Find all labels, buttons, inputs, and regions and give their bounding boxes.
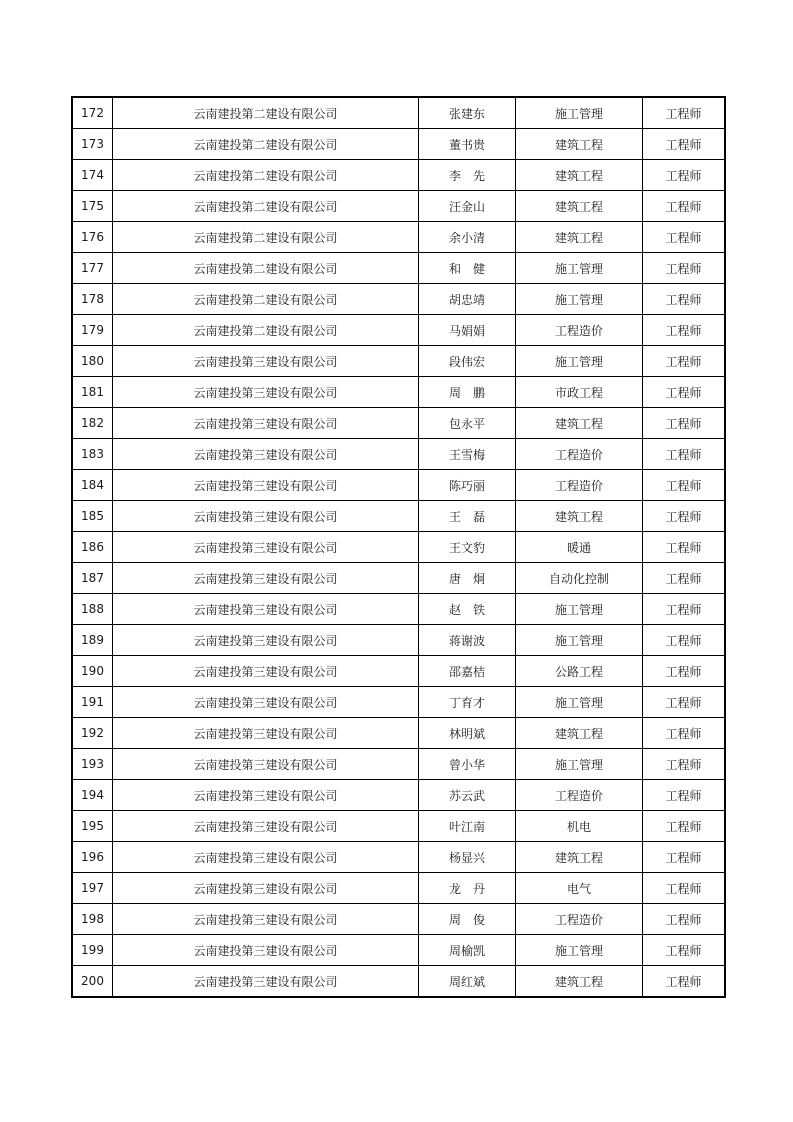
table-row [72,749,725,780]
row-number-cell: 191 [72,687,113,718]
title-cell: 工程师 [643,346,726,377]
table-row [72,935,725,966]
row-number-cell: 195 [72,811,113,842]
name-cell: 丁育才 [419,687,516,718]
name-cell: 赵 铁 [419,594,516,625]
title-cell: 工程师 [643,129,726,160]
engineer-list-table [71,96,726,998]
title-cell: 工程师 [643,501,726,532]
row-number-cell: 193 [72,749,113,780]
company-cell: 云南建投第三建设有限公司 [113,935,419,966]
row-number-cell: 184 [72,470,113,501]
row-number-cell: 182 [72,408,113,439]
table-row [72,811,725,842]
row-number-cell: 185 [72,501,113,532]
title-cell: 工程师 [643,97,726,129]
name-cell: 陈巧丽 [419,470,516,501]
title-cell: 工程师 [643,284,726,315]
title-cell: 工程师 [643,842,726,873]
specialty-cell: 机电 [516,811,643,842]
specialty-cell: 建筑工程 [516,191,643,222]
table-row [72,780,725,811]
specialty-cell: 施工管理 [516,346,643,377]
table-row [72,439,725,470]
table-row [72,315,725,346]
title-cell: 工程师 [643,966,726,998]
name-cell: 李 先 [419,160,516,191]
title-cell: 工程师 [643,687,726,718]
specialty-cell: 工程造价 [516,439,643,470]
company-cell: 云南建投第三建设有限公司 [113,656,419,687]
table-row [72,191,725,222]
company-cell: 云南建投第二建设有限公司 [113,160,419,191]
table-row [72,253,725,284]
row-number-cell: 196 [72,842,113,873]
name-cell: 苏云武 [419,780,516,811]
title-cell: 工程师 [643,811,726,842]
name-cell: 周 俊 [419,904,516,935]
name-cell: 龙 丹 [419,873,516,904]
table-row [72,842,725,873]
row-number-cell: 173 [72,129,113,160]
table-row [72,656,725,687]
title-cell: 工程师 [643,656,726,687]
name-cell: 张建东 [419,97,516,129]
specialty-cell: 暖通 [516,532,643,563]
name-cell: 王文豹 [419,532,516,563]
title-cell: 工程师 [643,222,726,253]
row-number-cell: 189 [72,625,113,656]
table-row [72,532,725,563]
row-number-cell: 172 [72,97,113,129]
name-cell: 曾小华 [419,749,516,780]
row-number-cell: 192 [72,718,113,749]
row-number-cell: 178 [72,284,113,315]
title-cell: 工程师 [643,625,726,656]
specialty-cell: 建筑工程 [516,408,643,439]
title-cell: 工程师 [643,470,726,501]
table-row [72,129,725,160]
table-row [72,625,725,656]
table-row [72,718,725,749]
company-cell: 云南建投第二建设有限公司 [113,284,419,315]
table-row [72,687,725,718]
row-number-cell: 177 [72,253,113,284]
specialty-cell: 市政工程 [516,377,643,408]
row-number-cell: 190 [72,656,113,687]
title-cell: 工程师 [643,935,726,966]
specialty-cell: 施工管理 [516,253,643,284]
specialty-cell: 施工管理 [516,284,643,315]
company-cell: 云南建投第三建设有限公司 [113,873,419,904]
name-cell: 马娟娟 [419,315,516,346]
table-row [72,594,725,625]
title-cell: 工程师 [643,160,726,191]
row-number-cell: 188 [72,594,113,625]
name-cell: 段伟宏 [419,346,516,377]
company-cell: 云南建投第三建设有限公司 [113,501,419,532]
table-row [72,563,725,594]
name-cell: 唐 炯 [419,563,516,594]
specialty-cell: 公路工程 [516,656,643,687]
specialty-cell: 工程造价 [516,904,643,935]
specialty-cell: 工程造价 [516,315,643,346]
company-cell: 云南建投第三建设有限公司 [113,625,419,656]
name-cell: 杨显兴 [419,842,516,873]
row-number-cell: 200 [72,966,113,998]
specialty-cell: 施工管理 [516,935,643,966]
name-cell: 包永平 [419,408,516,439]
company-cell: 云南建投第三建设有限公司 [113,563,419,594]
title-cell: 工程师 [643,191,726,222]
specialty-cell: 施工管理 [516,594,643,625]
row-number-cell: 175 [72,191,113,222]
title-cell: 工程师 [643,253,726,284]
specialty-cell: 施工管理 [516,625,643,656]
specialty-cell: 建筑工程 [516,222,643,253]
name-cell: 胡忠靖 [419,284,516,315]
title-cell: 工程师 [643,532,726,563]
table-row [72,470,725,501]
table-row [72,904,725,935]
name-cell: 周 鹏 [419,377,516,408]
company-cell: 云南建投第三建设有限公司 [113,439,419,470]
company-cell: 云南建投第三建设有限公司 [113,842,419,873]
company-cell: 云南建投第二建设有限公司 [113,129,419,160]
company-cell: 云南建投第三建设有限公司 [113,346,419,377]
company-cell: 云南建投第三建设有限公司 [113,408,419,439]
table-row [72,408,725,439]
title-cell: 工程师 [643,377,726,408]
name-cell: 周榆凯 [419,935,516,966]
row-number-cell: 174 [72,160,113,191]
company-cell: 云南建投第二建设有限公司 [113,191,419,222]
row-number-cell: 186 [72,532,113,563]
company-cell: 云南建投第三建设有限公司 [113,811,419,842]
specialty-cell: 建筑工程 [516,501,643,532]
company-cell: 云南建投第二建设有限公司 [113,97,419,129]
specialty-cell: 施工管理 [516,97,643,129]
specialty-cell: 工程造价 [516,470,643,501]
title-cell: 工程师 [643,594,726,625]
name-cell: 和 健 [419,253,516,284]
company-cell: 云南建投第三建设有限公司 [113,966,419,998]
row-number-cell: 194 [72,780,113,811]
name-cell: 蒋谢波 [419,625,516,656]
specialty-cell: 建筑工程 [516,966,643,998]
name-cell: 汪金山 [419,191,516,222]
specialty-cell: 建筑工程 [516,160,643,191]
title-cell: 工程师 [643,780,726,811]
title-cell: 工程师 [643,718,726,749]
company-cell: 云南建投第二建设有限公司 [113,222,419,253]
company-cell: 云南建投第三建设有限公司 [113,904,419,935]
title-cell: 工程师 [643,904,726,935]
title-cell: 工程师 [643,563,726,594]
row-number-cell: 183 [72,439,113,470]
table-row [72,160,725,191]
specialty-cell: 工程造价 [516,780,643,811]
table-row [72,284,725,315]
table-row [72,873,725,904]
title-cell: 工程师 [643,315,726,346]
title-cell: 工程师 [643,873,726,904]
name-cell: 王 磊 [419,501,516,532]
name-cell: 叶江南 [419,811,516,842]
specialty-cell: 施工管理 [516,749,643,780]
company-cell: 云南建投第三建设有限公司 [113,377,419,408]
name-cell: 邵嘉桔 [419,656,516,687]
row-number-cell: 187 [72,563,113,594]
specialty-cell: 建筑工程 [516,718,643,749]
name-cell: 王雪梅 [419,439,516,470]
specialty-cell: 电气 [516,873,643,904]
row-number-cell: 180 [72,346,113,377]
title-cell: 工程师 [643,439,726,470]
title-cell: 工程师 [643,408,726,439]
name-cell: 董书贵 [419,129,516,160]
table-row [72,346,725,377]
table-row [72,501,725,532]
company-cell: 云南建投第三建设有限公司 [113,749,419,780]
company-cell: 云南建投第三建设有限公司 [113,470,419,501]
table-row [72,377,725,408]
company-cell: 云南建投第三建设有限公司 [113,687,419,718]
company-cell: 云南建投第二建设有限公司 [113,253,419,284]
table-row [72,222,725,253]
name-cell: 林明斌 [419,718,516,749]
row-number-cell: 179 [72,315,113,346]
company-cell: 云南建投第三建设有限公司 [113,594,419,625]
name-cell: 余小清 [419,222,516,253]
company-cell: 云南建投第三建设有限公司 [113,718,419,749]
specialty-cell: 施工管理 [516,687,643,718]
row-number-cell: 197 [72,873,113,904]
table-row [72,966,725,998]
name-cell: 周红斌 [419,966,516,998]
row-number-cell: 176 [72,222,113,253]
title-cell: 工程师 [643,749,726,780]
specialty-cell: 建筑工程 [516,842,643,873]
company-cell: 云南建投第三建设有限公司 [113,780,419,811]
row-number-cell: 198 [72,904,113,935]
company-cell: 云南建投第三建设有限公司 [113,532,419,563]
row-number-cell: 199 [72,935,113,966]
row-number-cell: 181 [72,377,113,408]
company-cell: 云南建投第二建设有限公司 [113,315,419,346]
specialty-cell: 自动化控制 [516,563,643,594]
table-row [72,97,725,129]
specialty-cell: 建筑工程 [516,129,643,160]
table-body [72,97,725,997]
